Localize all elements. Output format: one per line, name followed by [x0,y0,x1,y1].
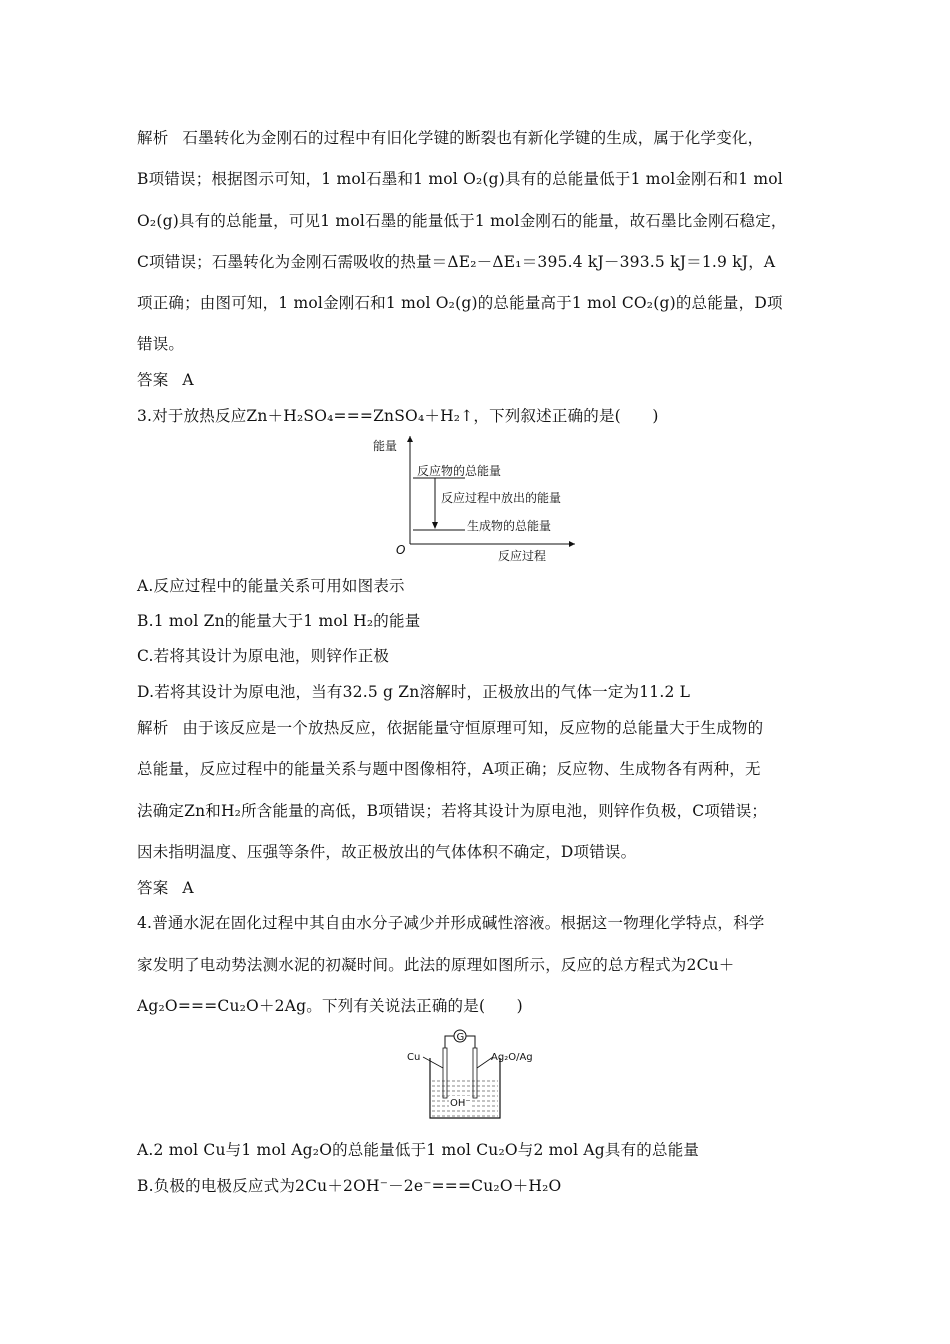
product-energy-label: 生成物的总能量 [467,519,552,533]
analysis-1-line-1 [137,128,763,148]
option-4a: A.2 mol Cu与1 mol Ag₂O的总能量低于1 mol Cu₂O与2 mol Ag具有的总能量 [137,1141,700,1159]
question-4-line-1: 4.普通水泥在固化过程中其自由水分子减少并形成碱性溶液。根据这一物理化学特点，科学 [137,914,765,932]
option-4b: B.负极的电极反应式为2Cu＋2OH⁻－2e⁻===Cu₂O＋H₂O [137,1177,562,1195]
analysis-label: 解析 [137,129,169,147]
option-3d: D.若将其设计为原电池，当有32.5 g Zn溶解时，正极放出的气体一定为11.2 L [137,683,691,701]
analysis-3-line-2: 总能量，反应过程中的能量关系与题中图像相符，A项正确；反应物、生成物各有两种，无 [137,760,761,778]
analysis-1-line-6: 错误。 [137,335,185,353]
cell-diagram [405,1026,555,1126]
question-3-stem: 3.对于放热反应Zn＋H₂SO₄===ZnSO₄＋H₂↑，下列叙述正确的是( ) [137,407,659,425]
answer-1 [137,370,194,390]
origin-label: O [396,543,406,557]
energy-diagram [370,436,585,566]
answer-label: 答案 [137,879,169,897]
analysis-label: 解析 [137,719,169,737]
question-4-line-2: 家发明了电动势法测水泥的初凝时间。此法的原理如图所示，反应的总方程式为2Cu＋ [137,956,735,974]
analysis-1-line-5: 项正确；由图可知，1 mol金刚石和1 mol O₂(g)的总能量高于1 mol CO₂(g)的总能量，D项 [137,294,783,312]
analysis-1-line-4: C项错误；石墨转化为金刚石需吸收的热量＝ΔE₂－ΔE₁＝395.4 kJ－393.5 kJ＝1.9 kJ，A [137,253,776,271]
analysis-text: 由于该反应是一个放热反应，依据能量守恒原理可知，反应物的总能量大于生成物的 [182,719,764,737]
right-electrode-label: Ag₂O/Ag [491,1052,533,1063]
analysis-text: 石墨转化为金刚石的过程中有旧化学键的断裂也有新化学键的生成，属于化学变化， [182,129,764,147]
y-axis-label: 能量 [373,439,398,453]
analysis-1-line-2: B项错误；根据图示可知，1 mol石墨和1 mol O₂(g)具有的总能量低于1 mol金刚石和1 mol [137,170,783,188]
option-3b: B.1 mol Zn的能量大于1 mol H₂的能量 [137,612,421,630]
analysis-1-line-3: O₂(g)具有的总能量，可见1 mol石墨的能量低于1 mol金刚石的能量，故石墨比金刚石稳定， [137,212,787,230]
galvanometer-label: G [456,1032,465,1043]
option-3a: A.反应过程中的能量关系可用如图表示 [137,577,405,595]
analysis-3-line-3: 法确定Zn和H₂所含能量的高低，B项错误；若将其设计为原电池，则锌作负极，C项错误； [137,802,768,820]
option-3c: C.若将其设计为原电池，则锌作正极 [137,647,390,665]
answer-3 [137,878,194,898]
reactant-energy-label: 反应物的总能量 [417,464,502,478]
solution-label: OH⁻ [450,1098,471,1109]
answer-label: 答案 [137,371,169,389]
analysis-3-line-4: 因未指明温度、压强等条件，故正极放出的气体体积不确定，D项错误。 [137,843,637,861]
x-axis-label: 反应过程 [498,549,547,563]
released-energy-label: 反应过程中放出的能量 [441,491,562,505]
analysis-3-line-1 [137,718,763,738]
answer-value: A [182,879,194,897]
answer-value: A [182,371,194,389]
question-4-line-3: Ag₂O===Cu₂O＋2Ag。下列有关说法正确的是( ) [137,997,523,1015]
left-electrode-label: Cu [407,1052,421,1063]
